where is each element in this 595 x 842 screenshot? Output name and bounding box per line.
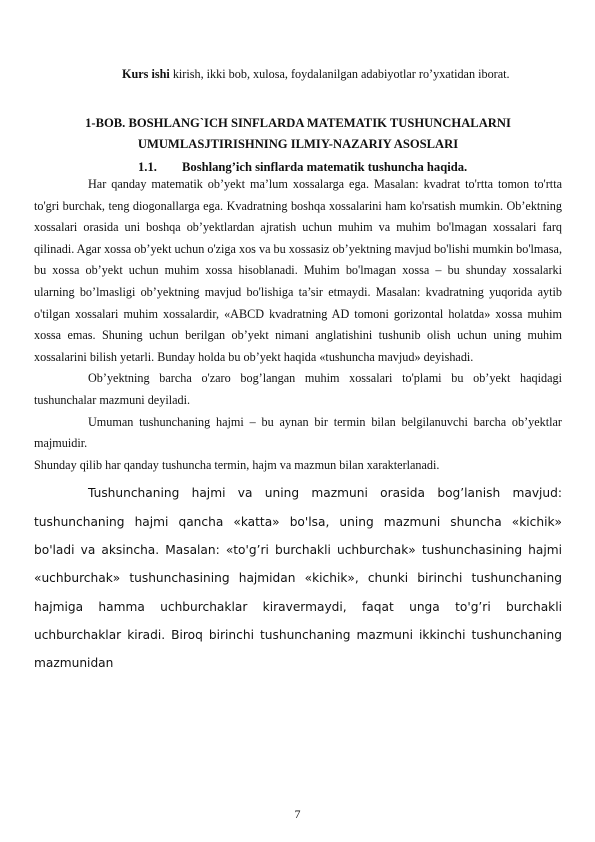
body-text	[34, 174, 562, 677]
intro-text: kirish, ikki bob, xulosa, foydalanilgan adabiyotlar ro’yxatidan iborat.	[169, 67, 510, 81]
chapter-title	[34, 113, 562, 155]
summary-line: Shunday qilib har qanday tushuncha termin, hajm va mazmun bilan xarakterlanadi.	[34, 457, 440, 472]
paragraph-1: Har qanday matematik ob’yekt ma’lum xossalarga ega. Masalan: kvadrat to'rtta tomon to'rtta to'gri burchak, teng diogonallarga ega. Kvadratning boshqa xossalarini ham ko'rsatish mumkin. Ob’ektning xossalari orasida uni boshqa ob’yektlardan ajratish uchun muhim va muhim bo'lmagan xossalari farq qilinadi. Agar xossa ob’yekt uchun o'ziga xos va bu xossasiz ob’yektning mavjud bo'lishi mumkin bo'lmasa, bu xossa ob’yekt uchun muhim xossa hisoblanadi. Muhim bo'lmagan xossa – bu shunday xossalarki ularning bo’lmasligi ob’yektning mavjud bo'lishiga ta’sir etmaydi. Masalan: kvadratning yuqorida aytib o'tilgan xossalari muhim xossalardir, «ABCD kvadratning AD tomoni gorizontal holatda» xossa muhim xossa emas. Shuning uchun berilgan ob’yekt nimani anglatishini tushunib olish uchun uning muhim xossalarini bilish yetarli. Bunday holda bu ob’yekt haqida «tushuncha mavjud» deyishadi.	[34, 177, 562, 364]
section-title: Boshlang’ich sinflarda matematik tushuncha haqida.	[182, 160, 468, 174]
paragraph-3: Umuman tushunchaning hajmi – bu aynan bir termin bilan belgilanuvchi barcha ob’yektlar majmuidir.	[34, 414, 562, 451]
chapter-title-line1: 1-BOB. BOSHLANG`ICH SINFLARDA MATEMATIK TUSHUNCHALARNI	[85, 116, 511, 130]
section-number: 1.1.	[138, 160, 157, 174]
page-number: 7	[294, 807, 301, 821]
chapter-title-line2: UMUMLASJTIRISHNING ILMIY-NAZARIY ASOSLARI	[137, 137, 459, 151]
intro-paragraph	[34, 64, 562, 86]
sans-paragraph: Tushunchaning hajmi va uning mazmuni orasida bog’lanish mavjud: tushunchaning hajmi qancha «katta» bo'lsa, uning mazmuni shuncha «kichik» bo'ladi va aksincha. Masalan: «to'g’ri burchakli uchburchak» tushunchasining hajmi «uchburchak» tushunchasining hajmidan «kichik», chunki birinchi tushunchaning hajmiga hamma uchburchaklar kiravermaydi, faqat unga to'g’ri burchakli uchburchaklar kiradi. Biroq birinchi tushunchaning mazmuni ikkinchi tushunchaning mazmunidan	[34, 486, 562, 671]
paragraph-2: Ob’yektning barcha o'zaro bog’langan muhim xossalari to'plami bu ob’yekt haqidagi tushunchalar mazmuni deyiladi.	[34, 371, 562, 407]
intro-bold-lead: Kurs ishi	[122, 67, 170, 81]
